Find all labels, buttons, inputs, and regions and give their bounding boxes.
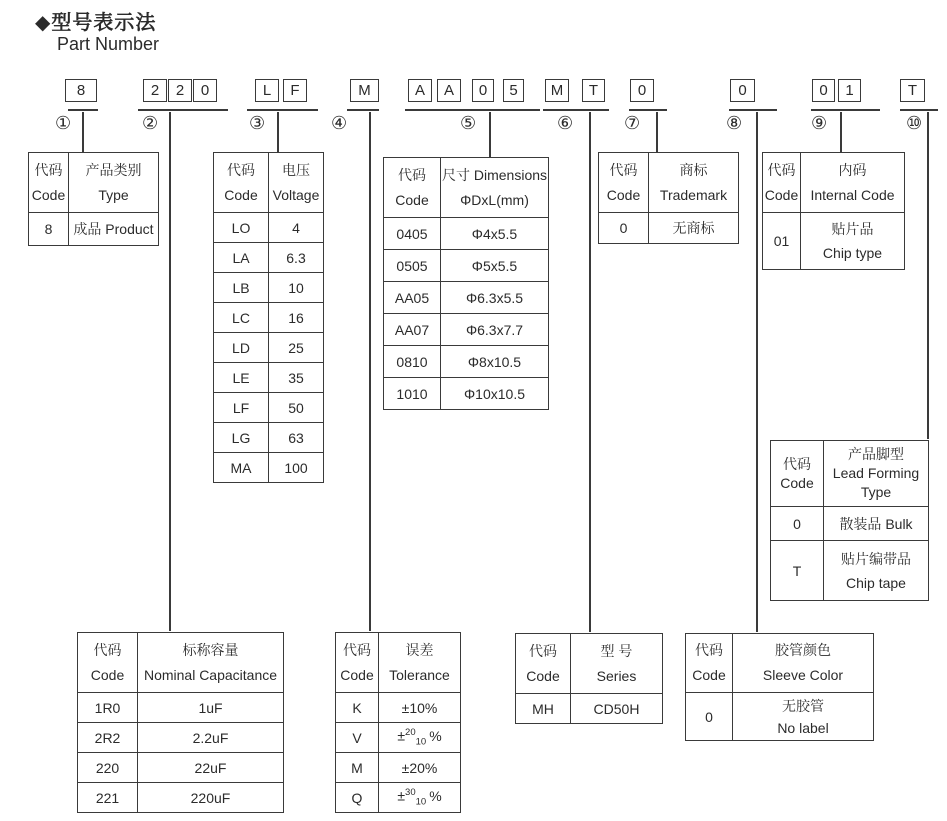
- value-cell: ±20%: [379, 753, 461, 783]
- connector-line: [277, 112, 279, 152]
- code-cell: LG: [214, 423, 269, 453]
- column-header-value: 型 号 Series: [571, 634, 663, 694]
- code-cell: 8: [29, 213, 69, 246]
- value-cell: 6.3: [269, 243, 324, 273]
- code-box: A: [408, 79, 432, 102]
- value-cell: ±10%: [379, 693, 461, 723]
- code-box: A: [437, 79, 461, 102]
- series-table: [515, 633, 663, 724]
- group-underline: [729, 109, 777, 111]
- code-cell: 0: [686, 693, 733, 741]
- dimensions-table: [383, 157, 549, 410]
- code-cell: LO: [214, 213, 269, 243]
- table-row: [29, 213, 159, 246]
- page-title-zh: ◆型号表示法: [35, 12, 157, 34]
- value-cell: Φ4x5.5: [441, 218, 549, 250]
- table-row: [78, 783, 284, 813]
- value-cell: 10: [269, 273, 324, 303]
- code-cell: LF: [214, 393, 269, 423]
- code-cell: 01: [763, 213, 801, 270]
- value-cell: 2.2uF: [138, 723, 284, 753]
- table-row: [78, 693, 284, 723]
- group-marker: ①: [55, 113, 72, 133]
- table-row: [214, 393, 324, 423]
- table-row: [763, 213, 905, 270]
- code-cell: Q: [336, 783, 379, 813]
- code-box: 0: [472, 79, 494, 102]
- value-cell: 4: [269, 213, 324, 243]
- code-cell: K: [336, 693, 379, 723]
- column-header-value: 产品脚型 Lead Forming Type: [824, 441, 929, 507]
- code-box: 1: [838, 79, 861, 102]
- column-header-code: 代码 Code: [384, 158, 441, 218]
- code-cell: 1010: [384, 378, 441, 410]
- lead-forming-table: [770, 440, 929, 601]
- code-box: 0: [630, 79, 654, 102]
- code-cell: 220: [78, 753, 138, 783]
- table-row: [516, 694, 663, 724]
- column-header-code: 代码 Code: [29, 153, 69, 213]
- group-marker: ⑤: [460, 113, 477, 133]
- code-box: M: [545, 79, 569, 102]
- value-cell: 50: [269, 393, 324, 423]
- table-row: [78, 753, 284, 783]
- code-cell: LD: [214, 333, 269, 363]
- value-cell: Φ5x5.5: [441, 250, 549, 282]
- table-row: [384, 282, 549, 314]
- code-box: T: [900, 79, 925, 102]
- code-box: 0: [193, 79, 217, 102]
- value-cell: 16: [269, 303, 324, 333]
- code-box: F: [283, 79, 307, 102]
- group-underline: [247, 109, 318, 111]
- group-underline: [405, 109, 540, 111]
- code-cell: 2R2: [78, 723, 138, 753]
- group-marker: ②: [142, 113, 159, 133]
- table-row: [214, 243, 324, 273]
- column-header-value: 电压 Voltage: [269, 153, 324, 213]
- code-cell: MA: [214, 453, 269, 483]
- value-cell: CD50H: [571, 694, 663, 724]
- table-row: [384, 378, 549, 410]
- value-cell: Φ6.3x7.7: [441, 314, 549, 346]
- table-row: [214, 423, 324, 453]
- table-row: [384, 314, 549, 346]
- value-cell: Φ8x10.5: [441, 346, 549, 378]
- column-header-value: 胶管颜色 Sleeve Color: [733, 634, 874, 693]
- column-header-code: 代码 Code: [599, 153, 649, 213]
- group-marker: ③: [249, 113, 266, 133]
- group-marker: ⑦: [624, 113, 641, 133]
- table-row: [78, 723, 284, 753]
- value-cell: 无商标: [649, 213, 739, 244]
- value-cell: Φ6.3x5.5: [441, 282, 549, 314]
- column-header-code: 代码 Code: [336, 633, 379, 693]
- column-header-value: 产品类别 Type: [69, 153, 159, 213]
- table-row: [214, 363, 324, 393]
- connector-line: [82, 112, 84, 152]
- code-box: 5: [503, 79, 524, 102]
- column-header-value: 标称容量 Nominal Capacitance: [138, 633, 284, 693]
- column-header-value: 商标 Trademark: [649, 153, 739, 213]
- group-underline: [68, 109, 98, 111]
- group-underline: [138, 109, 228, 111]
- value-cell: 22uF: [138, 753, 284, 783]
- column-header-value: 误差 Tolerance: [379, 633, 461, 693]
- connector-line: [589, 112, 591, 632]
- value-cell: 1uF: [138, 693, 284, 723]
- code-box: T: [582, 79, 605, 102]
- code-cell: 0810: [384, 346, 441, 378]
- value-cell: 25: [269, 333, 324, 363]
- column-header-code: 代码 Code: [763, 153, 801, 213]
- table-row: [214, 333, 324, 363]
- table-row: [336, 783, 461, 813]
- table-row: [214, 273, 324, 303]
- connector-line: [489, 112, 491, 157]
- code-cell: AA07: [384, 314, 441, 346]
- value-cell: 贴片编带品 Chip tape: [824, 541, 929, 601]
- table-row: [336, 723, 461, 753]
- value-cell: 成品 Product: [69, 213, 159, 246]
- code-cell: 0505: [384, 250, 441, 282]
- group-marker: ⑥: [557, 113, 574, 133]
- page-title-en: Part Number: [57, 34, 160, 54]
- table-row: [686, 693, 874, 741]
- column-header-value: 内码 Internal Code: [801, 153, 905, 213]
- value-cell: ±$^{20}_{10}$ %: [379, 723, 461, 753]
- group-marker: ⑩: [906, 113, 923, 133]
- trademark-table: [598, 152, 739, 244]
- group-underline: [543, 109, 609, 111]
- table-row: [384, 218, 549, 250]
- group-marker: ⑧: [726, 113, 743, 133]
- connector-line: [369, 112, 371, 631]
- value-cell: 无胶管 No label: [733, 693, 874, 741]
- code-cell: T: [771, 541, 824, 601]
- connector-line: [656, 112, 658, 152]
- table-row: [336, 753, 461, 783]
- group-marker: ⑨: [811, 113, 828, 133]
- value-cell: 35: [269, 363, 324, 393]
- code-cell: LE: [214, 363, 269, 393]
- group-marker: ④: [331, 113, 348, 133]
- code-cell: 0405: [384, 218, 441, 250]
- column-header-code: 代码 Code: [771, 441, 824, 507]
- code-box: L: [255, 79, 279, 102]
- code-cell: 1R0: [78, 693, 138, 723]
- group-underline: [347, 109, 379, 111]
- code-cell: M: [336, 753, 379, 783]
- column-header-code: 代码 Code: [516, 634, 571, 694]
- table-row: [599, 213, 739, 244]
- tolerance-table: [335, 632, 461, 813]
- value-cell: 100: [269, 453, 324, 483]
- table-row: [214, 303, 324, 333]
- code-cell: 221: [78, 783, 138, 813]
- code-cell: 0: [599, 213, 649, 244]
- code-cell: MH: [516, 694, 571, 724]
- table-row: [771, 541, 929, 601]
- code-box: 2: [143, 79, 167, 102]
- code-cell: LA: [214, 243, 269, 273]
- column-header-code: 代码 Code: [686, 634, 733, 693]
- table-row: [336, 693, 461, 723]
- code-box: 2: [168, 79, 192, 102]
- column-header-code: 代码 Code: [78, 633, 138, 693]
- value-cell: 散装品 Bulk: [824, 507, 929, 541]
- code-box: 0: [812, 79, 835, 102]
- group-underline: [900, 109, 938, 111]
- table-row: [384, 346, 549, 378]
- sleeve-color-table: [685, 633, 874, 741]
- column-header-code: 代码 Code: [214, 153, 269, 213]
- table-row: [214, 453, 324, 483]
- connector-line: [169, 112, 171, 631]
- value-cell: 220uF: [138, 783, 284, 813]
- voltage-table: [213, 152, 324, 483]
- value-cell: Φ10x10.5: [441, 378, 549, 410]
- code-cell: LC: [214, 303, 269, 333]
- nominal-capacitance-table: [77, 632, 284, 813]
- connector-line: [840, 112, 842, 152]
- group-underline: [811, 109, 880, 111]
- connector-line: [927, 112, 929, 439]
- code-cell: 0: [771, 507, 824, 541]
- code-cell: LB: [214, 273, 269, 303]
- value-cell: 贴片品 Chip type: [801, 213, 905, 270]
- table-row: [214, 213, 324, 243]
- code-box: 0: [730, 79, 755, 102]
- code-cell: AA05: [384, 282, 441, 314]
- connector-line: [756, 112, 758, 632]
- value-cell: ±$^{30}_{10}$ %: [379, 783, 461, 813]
- code-box: 8: [65, 79, 97, 102]
- code-box: M: [350, 79, 379, 102]
- group-underline: [629, 109, 667, 111]
- value-cell: 63: [269, 423, 324, 453]
- product-type-table: [28, 152, 159, 246]
- column-header-value: 尺寸 Dimensions ΦDxL(mm): [441, 158, 549, 218]
- table-row: [384, 250, 549, 282]
- table-row: [771, 507, 929, 541]
- internal-code-table: [762, 152, 905, 270]
- code-cell: V: [336, 723, 379, 753]
